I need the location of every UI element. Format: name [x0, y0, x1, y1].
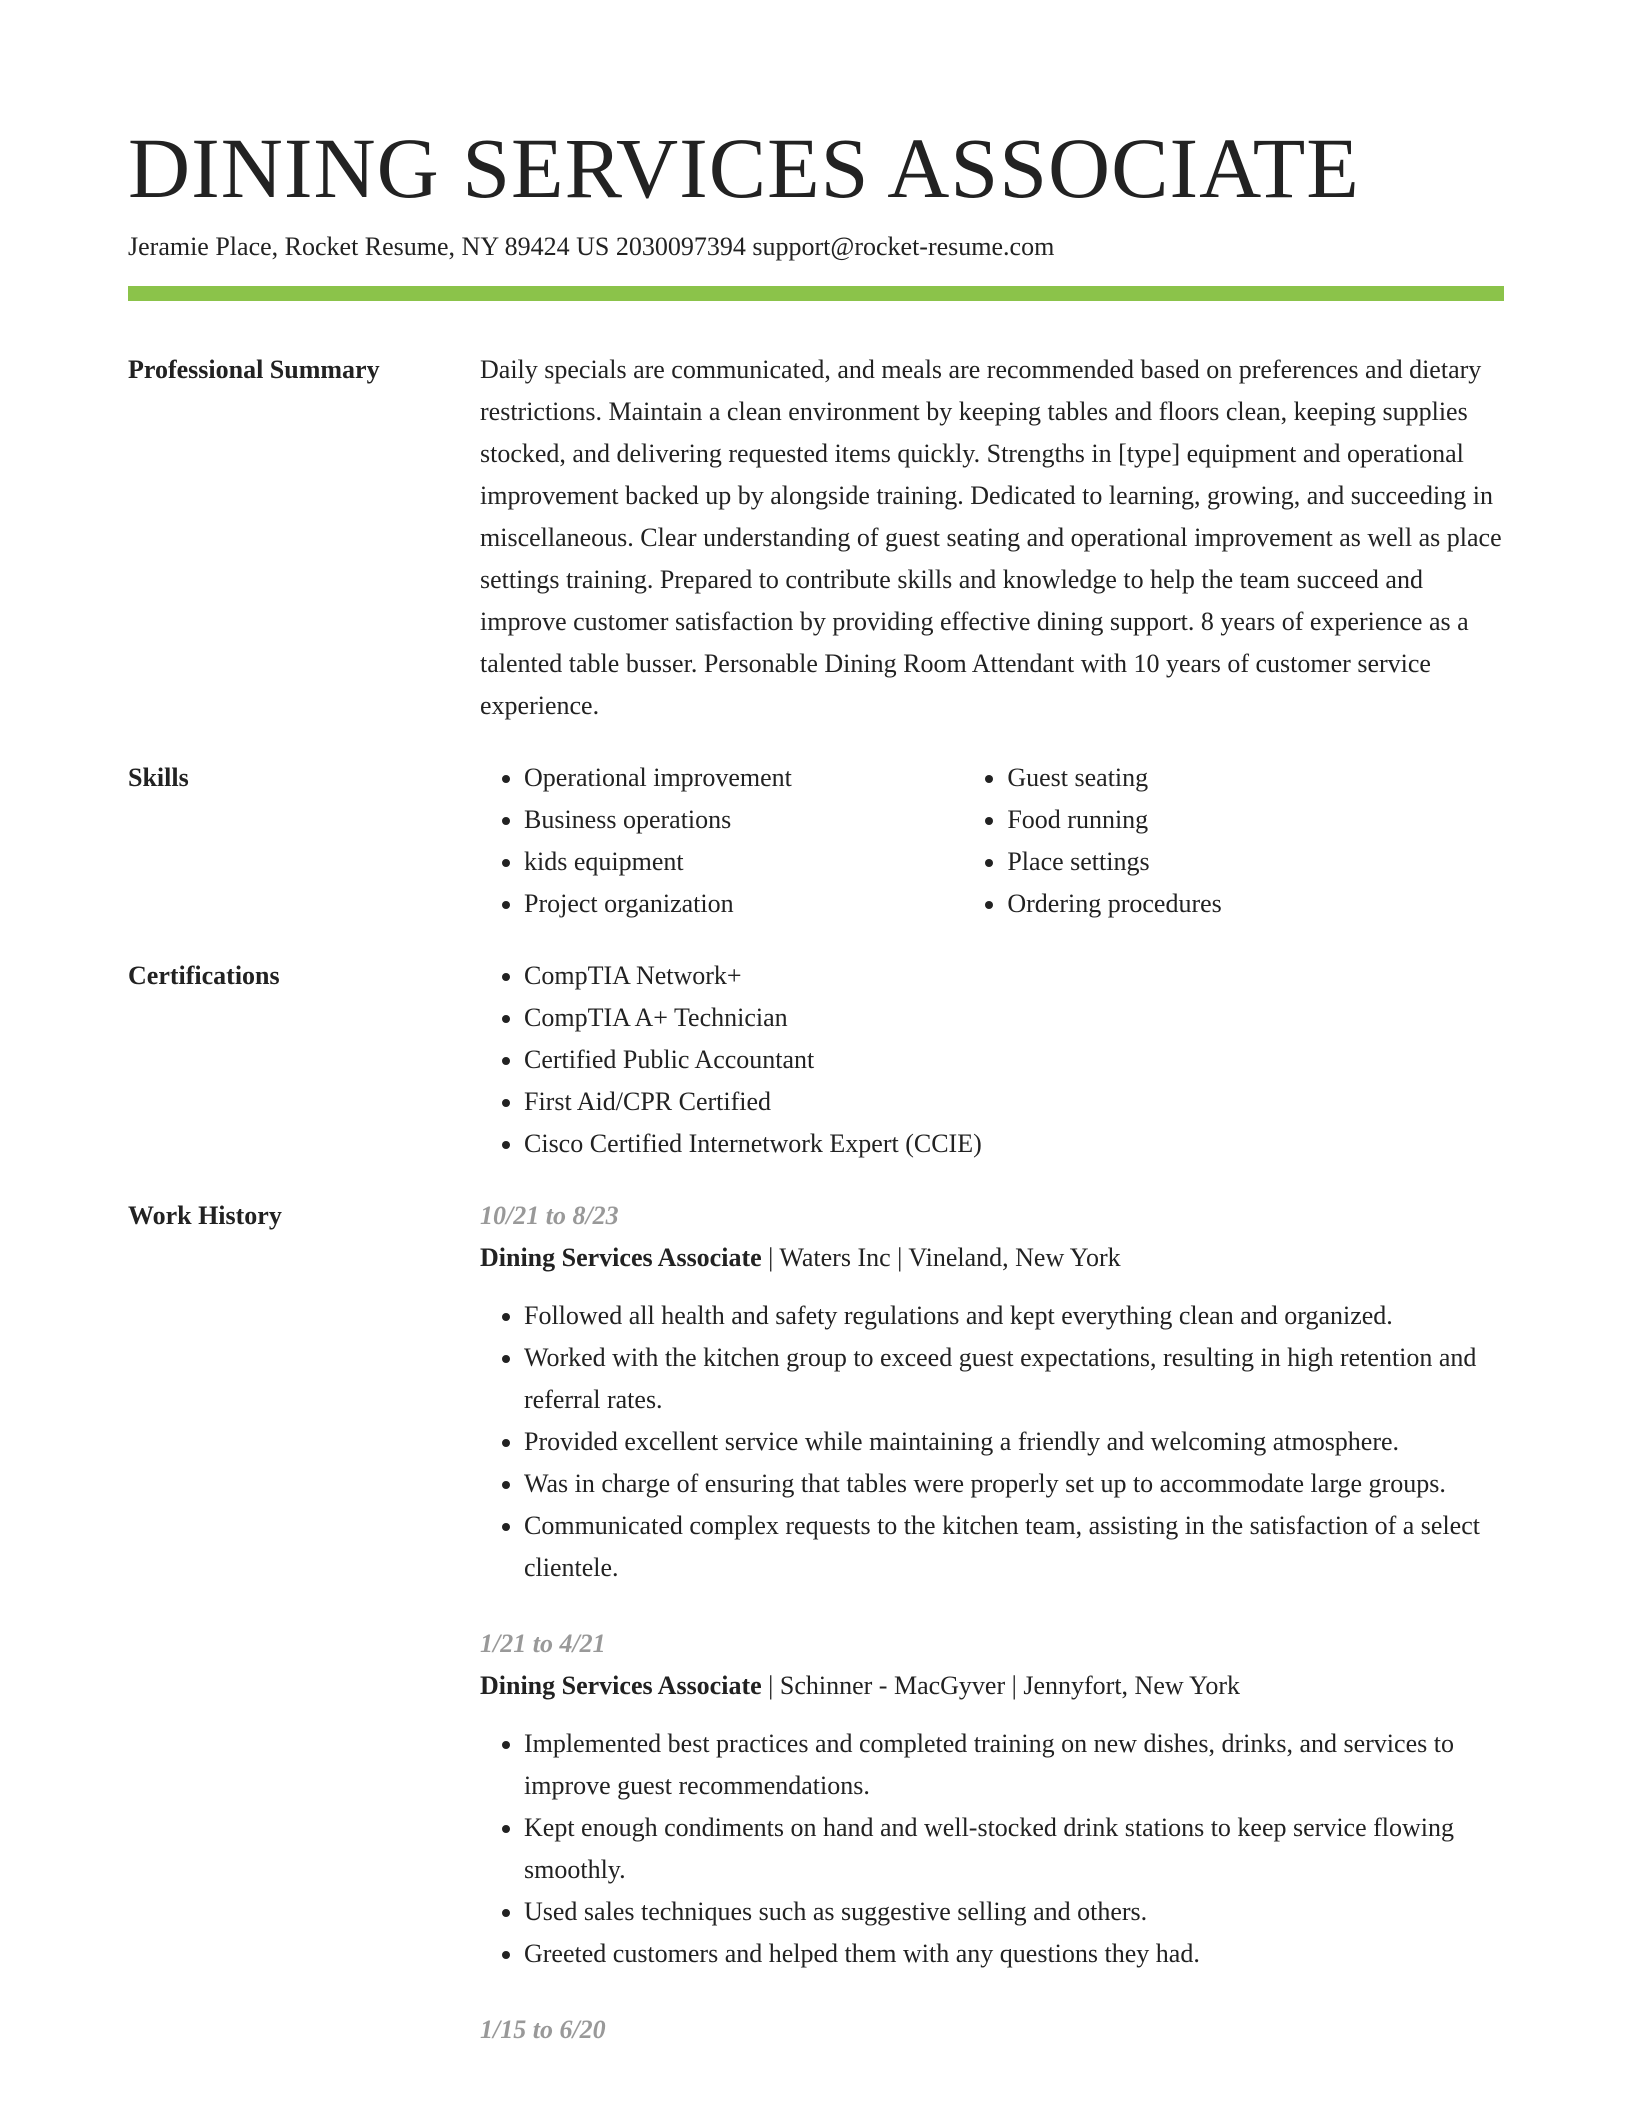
header-divider	[128, 286, 1504, 301]
job-company: | Schinner - MacGyver	[762, 1671, 1005, 1700]
job-title: Dining Services Associate	[480, 1243, 762, 1272]
list-item: • Cisco Certified Internetwork Expert (CCIE)	[524, 1123, 1504, 1165]
list-item: • CompTIA A+ Technician	[524, 997, 1504, 1039]
job-heading	[480, 1237, 1504, 1279]
skills-list-left	[480, 757, 963, 925]
job-title: Dining Services Associate	[480, 1671, 762, 1700]
contact-line	[128, 230, 1504, 264]
list-item: • Was in charge of ensuring that tables were properly set up to accommodate large groups.	[524, 1463, 1504, 1505]
page-title: DINING SERVICES ASSOCIATE	[128, 120, 1360, 216]
resume-header	[128, 118, 1504, 264]
job-heading	[480, 1665, 1504, 1707]
contact-address: Jeramie Place, Rocket Resume, NY 89424 US	[128, 232, 610, 261]
job-entry	[480, 2009, 1504, 2051]
job-dates: 1/15 to 6/20	[480, 2015, 606, 2044]
job-dates: 10/21 to 8/23	[480, 1201, 619, 1230]
job-bullets	[480, 1295, 1504, 1589]
resume-sections	[128, 349, 1504, 2112]
list-item: • Kept enough condiments on hand and well-stocked drink stations to keep service flowing smoothly.	[524, 1807, 1504, 1891]
list-item: • Greeted customers and helped them with any questions they had.	[524, 1933, 1504, 1975]
job-entry	[480, 1623, 1504, 1975]
list-item: • Used sales techniques such as suggestive selling and others.	[524, 1891, 1504, 1933]
list-item: • First Aid/CPR Certified	[524, 1081, 1504, 1123]
list-item: • Worked with the kitchen group to exceed guest expectations, resulting in high retention and referral rates.	[524, 1337, 1504, 1421]
list-item: • Business operations	[524, 799, 963, 841]
list-item: • Certified Public Accountant	[524, 1039, 1504, 1081]
job-location: | Vineland, New York	[891, 1243, 1121, 1272]
skills-section	[128, 757, 1504, 925]
contact-email: support@rocket-resume.com	[752, 232, 1055, 261]
section-heading: Professional Summary	[128, 355, 380, 384]
list-item: • CompTIA Network+	[524, 955, 1504, 997]
list-item: • kids equipment	[524, 841, 963, 883]
list-item: • Place settings	[1007, 841, 1504, 883]
summary-section	[128, 349, 1504, 727]
list-item: • Food running	[1007, 799, 1504, 841]
summary-text: Daily specials are communicated, and meals are recommended based on preferences and dietary restrictions. Maintain a clean environment by keeping tables and floors clean, keeping supplies stocked, and delivering requested items quickly. Strengths in [type] equipment and operational improvement backed up by alongside training. Dedicated to learning, growing, and succeeding in miscellaneous. Clear understanding of guest seating and operational improvement as well as place settings training. Prepared to contribute skills and knowledge to help the team succeed and improve customer satisfaction by providing effective dining support. 8 years of experience as a talented table busser. Personable Dining Room Attendant with 10 years of customer service experience.	[480, 355, 1502, 720]
job-bullets	[480, 1723, 1504, 1975]
job-dates: 1/21 to 4/21	[480, 1629, 606, 1658]
job-company: | Waters Inc	[762, 1243, 891, 1272]
section-heading: Certifications	[128, 961, 280, 990]
certifications-list	[480, 955, 1504, 1165]
list-item: • Implemented best practices and completed training on new dishes, drinks, and services to improve guest recommendations.	[524, 1723, 1504, 1807]
list-item: • Followed all health and safety regulations and kept everything clean and organized.	[524, 1295, 1504, 1337]
list-item: • Project organization	[524, 883, 963, 925]
list-item: • Communicated complex requests to the kitchen team, assisting in the satisfaction of a select clientele.	[524, 1505, 1504, 1589]
list-item: • Operational improvement	[524, 757, 963, 799]
job-location: | Jennyfort, New York	[1005, 1671, 1240, 1700]
section-heading: Skills	[128, 763, 189, 792]
list-item: • Ordering procedures	[1007, 883, 1504, 925]
section-heading: Work History	[128, 1201, 282, 1230]
work-history-section	[128, 1195, 1504, 2085]
contact-phone: 2030097394	[615, 232, 746, 261]
job-entry	[480, 1195, 1504, 1589]
list-item: • Guest seating	[1007, 757, 1504, 799]
list-item: • Provided excellent service while maintaining a friendly and welcoming atmosphere.	[524, 1421, 1504, 1463]
certifications-section	[128, 955, 1504, 1165]
skills-list-right	[963, 757, 1504, 925]
